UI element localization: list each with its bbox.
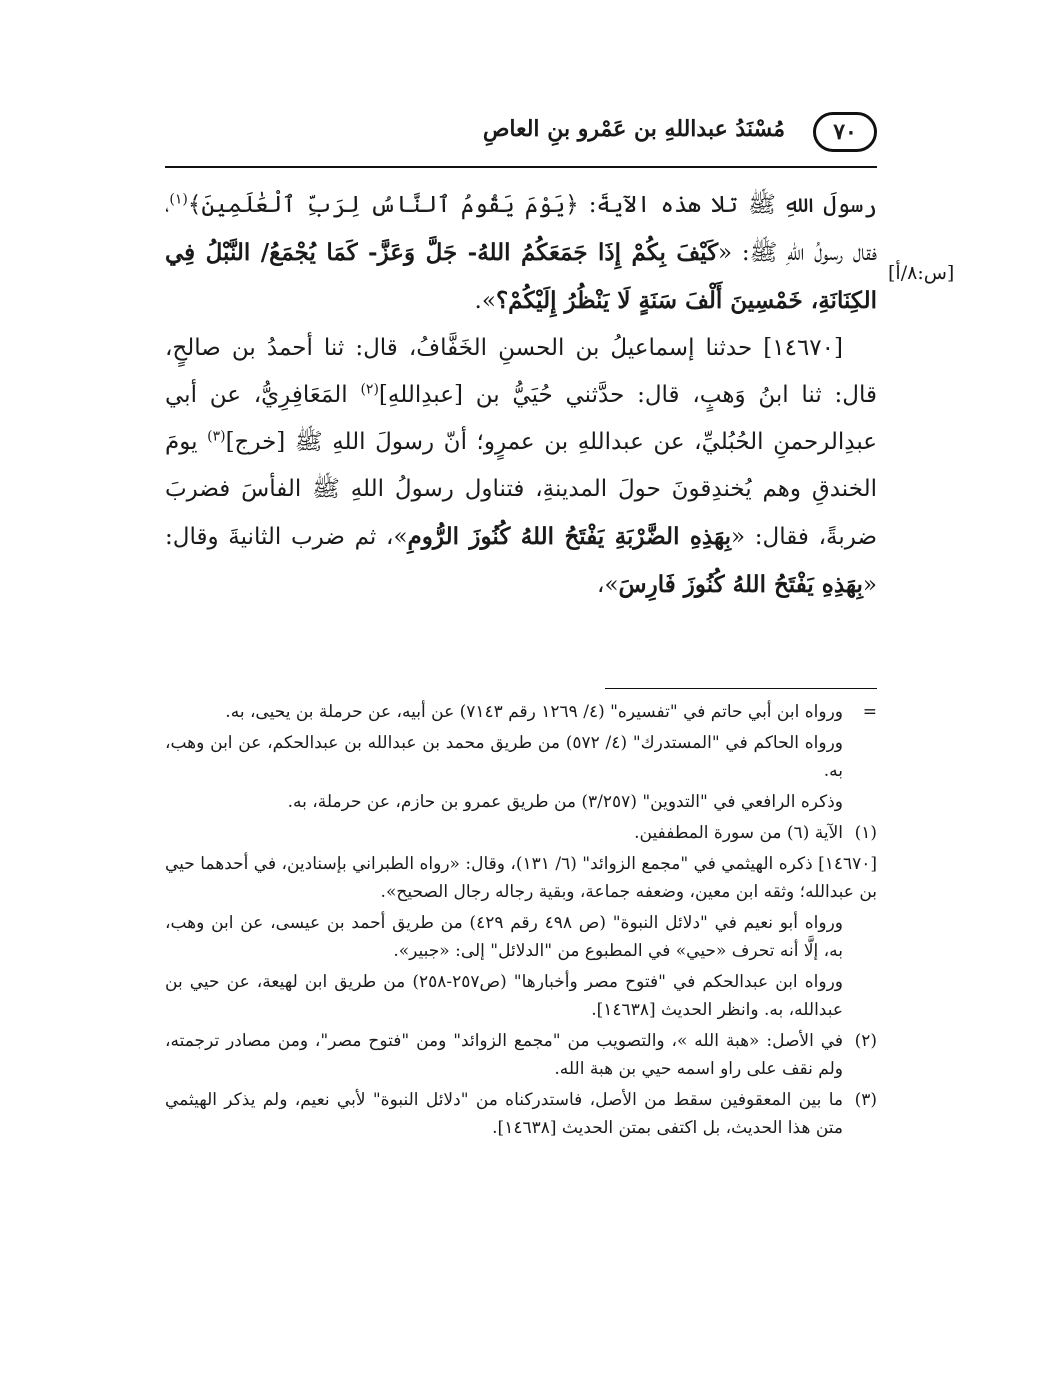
footnote-hadith-line-3 xyxy=(165,968,877,1024)
footnote-cont-line-3 xyxy=(165,788,877,816)
p1-end: ». xyxy=(474,288,496,314)
hadith-quote-3: بِهَذِهِ يَفْتَحُ اللهُ كُنُوزَ فَارِسَ xyxy=(618,571,863,598)
footnote-hadith-text-2: ورواه أبو نعيم في "دلائل النبوة" (ص ٤٩٨ رقم ٤٢٩) من طريق أحمد بن عيسى، عن ابن وهب، به، إلَّا أنه تحرف «حيي» في المطبوع من "الدلائل" إلى: «جبير». xyxy=(165,913,843,961)
footnote-1-text: الآية (٦) من سورة المطففين. xyxy=(634,823,843,843)
p2-text-a: [١٤٦٧٠] حدثنا إسماعيلُ بن الحسنِ الخَفَّافُ، قال: ثنا أحمدُ بن صالحٍ، قال: ثنا ابنُ وَهبٍ، قال: حدَّثني حُيَيُّ بن [عبدِاللهِ] xyxy=(165,335,877,408)
footnote-hadith-text-1: ذكره الهيثمي في "مجمع الزوائد" (٦/ ١٣١)، وقال: «رواه الطبراني بإسنادين، في أحدهما حيي بن عبدالله؛ وثقه ابن معين، وضعفه جماعة، وبقية رجاله رجال الصحيح». xyxy=(165,854,877,902)
footnote-3 xyxy=(165,1086,877,1142)
p1-cont: ، فقال رسولُ اللهِ ﷺ: « xyxy=(165,192,877,266)
footnote-3-mark: (٣) xyxy=(854,1090,877,1110)
footnote-ref-2[interactable]: (٢) xyxy=(360,381,379,398)
page-number-badge xyxy=(813,112,877,152)
page-header xyxy=(165,112,877,162)
hadith-quote-1: كَيْفَ بِكُمْ إِذَا جَمَعَكُمُ اللهُ- جَلَّ وَعَزَّ- كَمَا يُجْمَعُ/ النَّبْلُ فِي الكِنَانَةِ، خَمْسِينَ أَلْفَ سَنَةٍ لَا يَنْظُرُ إِلَيْكُمْ؟ xyxy=(165,239,877,314)
p2-text-b: المَعَافِرِيُّ، عن أبي عبدِالرحمنِ الحُبُليِّ، عن عبداللهِ بن عمرٍو؛ أنّ رسولَ اللهِ ﷺ [خرج] xyxy=(165,382,877,455)
paragraph-1 xyxy=(165,182,877,325)
paragraph-hadith-14670 xyxy=(165,325,877,609)
footnote-hadith-text-3: ورواه ابن عبدالحكم في "فتوح مصر وأخبارها" (ص٢٥٧-٢٥٨) من طريق ابن لهيعة، عن حيي بن عبدالله، به. وانظر الحديث [١٤٦٣٨]. xyxy=(165,972,843,1020)
p2-text-c: يومَ الخندقِ وهم يُخندِقونَ حولَ المدينةِ، فتناول رسولُ اللهِ ﷺ الفأسَ فضربَ ضربةً، فقال: « xyxy=(165,429,877,550)
footnote-2-mark: (٢) xyxy=(854,1031,877,1051)
footnote-cont-2: ورواه الحاكم في "المستدرك" (٤/ ٥٧٢) من طريق محمد بن عبدالله بن عبدالحكم، عن ابن وهب، به. xyxy=(165,733,843,781)
p2-text-e: »، xyxy=(597,572,619,598)
footnote-1 xyxy=(165,819,877,847)
header-rule xyxy=(165,166,877,168)
footnote-3-text: ما بين المعقوفين سقط من الأصل، فاستدركناه من "دلائل النبوة" لأبي نعيم، ولم يذكر الهيثمي متن هذا الحديث، بل اكتفى بمتن الحديث [١٤٦٣٨]. xyxy=(165,1090,843,1138)
footnote-ref-1[interactable]: (١) xyxy=(169,191,188,208)
footnote-hadith-mark: [١٤٦٧٠] xyxy=(818,854,878,874)
manuscript-margin-note: [س:٨/أ] xyxy=(888,262,955,284)
p1-text: رسولَ اللهِ ﷺ تلا هذه الآيةَ: ﴿يَوْمَ يَقُومُ ٱلنَّاسُ لِرَبِّ ٱلْعَٰلَمِينَ﴾ xyxy=(187,192,877,218)
main-text xyxy=(165,182,877,609)
footnote-2 xyxy=(165,1027,877,1083)
running-title: مُسْنَدُ عبداللهِ بن عَمْرو بنِ العاصِ xyxy=(482,116,785,142)
footnote-ref-3[interactable]: (٣) xyxy=(207,428,226,445)
footnote-rule xyxy=(605,688,877,689)
page-number: ٧٠ xyxy=(833,119,857,145)
footnote-hadith-14670 xyxy=(165,850,877,906)
footnote-cont-1: ورواه ابن أبي حاتم في "تفسيره" (٤/ ١٢٦٩ رقم ٧١٤٣) عن أبيه، عن حرملة بن يحيى، به. xyxy=(225,702,843,722)
continuation-mark: = xyxy=(862,702,877,722)
hadith-quote-2: بِهَذِهِ الضَّرْبَةِ يَفْتَحُ اللهُ كُنُوزَ الرُّومِ xyxy=(407,523,731,550)
footnotes xyxy=(165,698,877,1145)
footnote-1-mark: (١) xyxy=(854,823,877,843)
footnote-2-text: في الأصل: «هبة الله »، والتصويب من "مجمع الزوائد" ومن "فتوح مصر"، ومن مصادر ترجمته، ولم نقف على راو اسمه حيي بن هبة الله. xyxy=(165,1031,843,1079)
footnote-continued xyxy=(165,698,877,726)
footnote-cont-line-2 xyxy=(165,729,877,785)
p2-text-d: »، ثم ضرب الثانيةَ وقال: « xyxy=(165,524,877,598)
footnote-cont-3: وذكره الرافعي في "التدوين" (٣/٢٥٧) من طريق عمرو بن حازم، عن حرملة، به. xyxy=(287,792,843,812)
footnote-hadith-line-2 xyxy=(165,909,877,965)
